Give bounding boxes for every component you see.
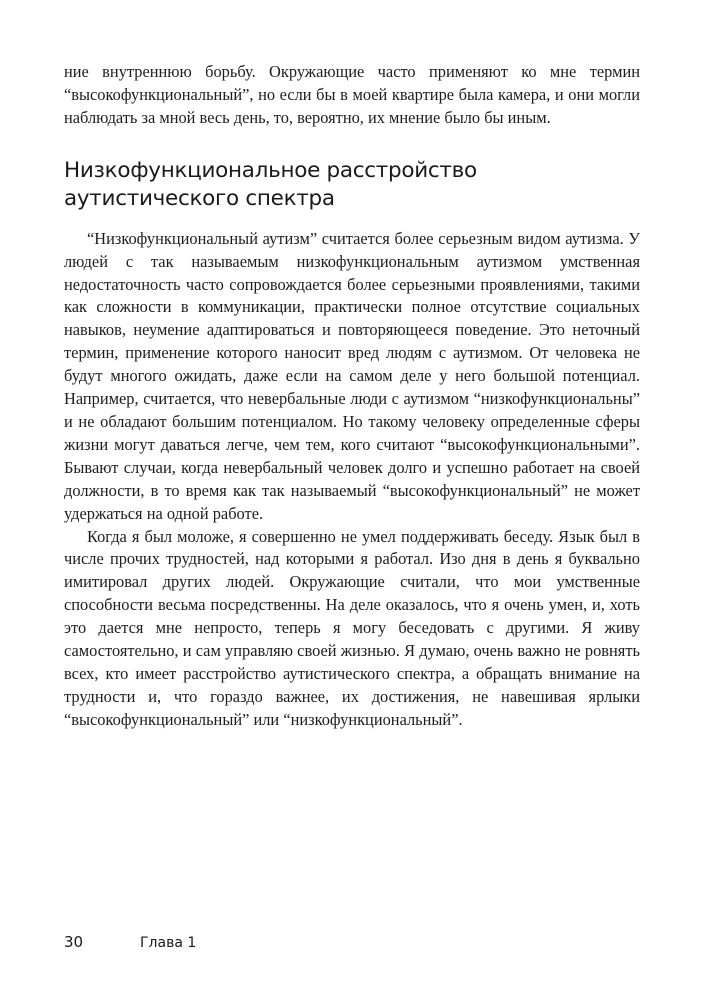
body-text: [64, 61, 640, 130]
section-title-line-1: Низкофункциональное расстройство: [64, 157, 477, 183]
paragraph-1: “Низкофункциональный аутизм” считается более серьезным видом аутизма. У людей с так называемым низкофункциональным аутизмом умственная недостаточность часто сопровождается более серьезными проявлениями, такими как сложности в коммуникации, практически полное отсутствие социальных навыков, неумение адаптироваться и повторяющееся поведение. Это неточный термин, применение которого наносит вред людям с аутизмом. От человека не будут многого ожидать, даже если на самом деле у него большой потенциал. Например, считается, что невербальные люди с аутизмом “низкофункциональны” и не обладают большим потенциалом. Но такому человеку определенные сферы жизни могут даваться легче, чем тем, кого считают “высокофункциональными”. Бывают случаи, когда невербальный человек долго и успешно работает на своей должности, в то время как так называемый “высокофункциональный” не может удержаться на одной работе.: [64, 228, 640, 523]
section-title-line-2: аутистического спектра: [64, 185, 335, 211]
chapter-label: Глава 1: [140, 935, 197, 951]
page-number: 30: [64, 933, 84, 951]
paragraph-2: Когда я был моложе, я совершенно не умел поддерживать беседу. Язык был в числе прочих трудностей, над которыми я работал. Изо дня в день я буквально имитировал других людей. Окружающие считали, что мои умственные способности весьма посредственны. На деле оказалось, что я очень умен, и, хоть это дается мне непросто, теперь я могу беседовать с другими. Я живу самостоятельно, и сам управляю своей жизнью. Я думаю, очень важно не ровнять всех, кто имеет расстройство аутистического спектра, а обращать внимание на трудности и, что гораздо важнее, их достижения, не навешивая ярлыки “высокофункциональный” или “низкофункциональный”.: [64, 526, 640, 729]
intro-paragraph: ние внутреннюю борьбу. Окружающие часто применяют ко мне термин “высокофункциональный”, но если бы в моей квартире была камера, и они могли наблюдать за мной весь день, то, вероятно, их мнение было бы иным.: [64, 62, 640, 127]
section-title: [64, 157, 640, 213]
page-content: [64, 61, 640, 732]
page-footer: [64, 933, 196, 951]
section-body: [64, 228, 640, 732]
